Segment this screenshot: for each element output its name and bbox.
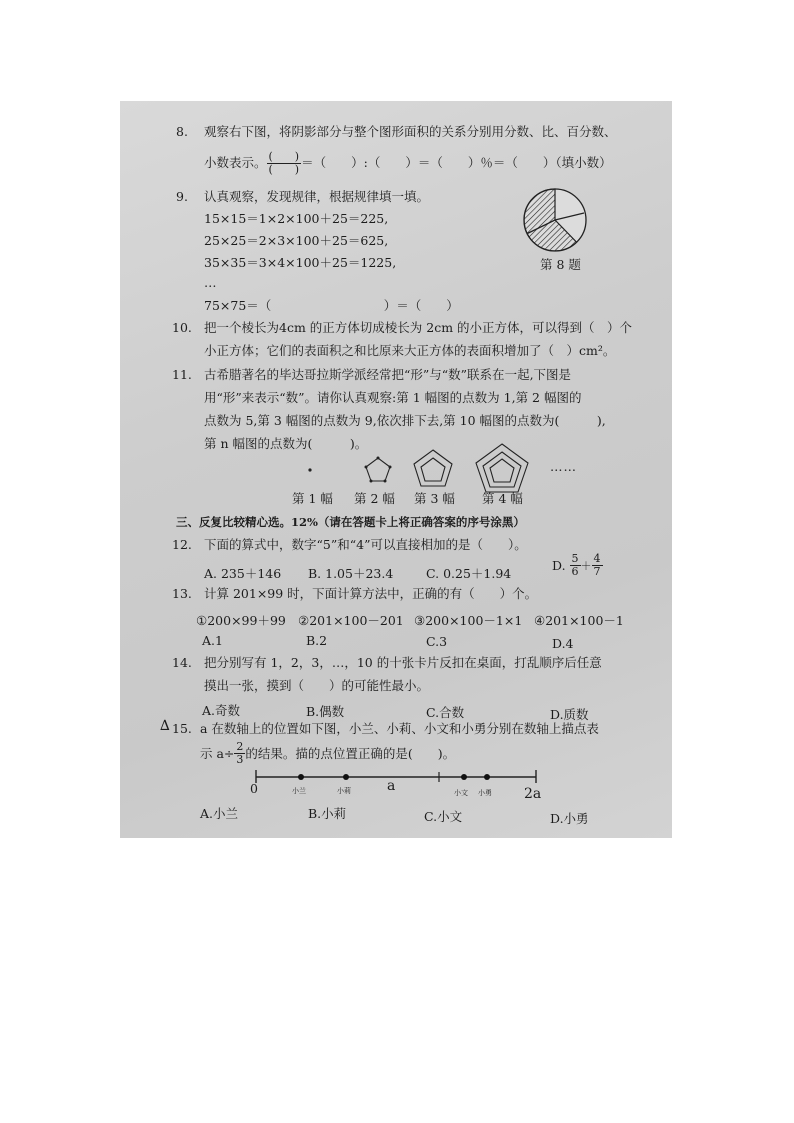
q11-ellipsis: …… [550, 459, 577, 474]
q11-caption-1: 第 1 幅 [292, 491, 333, 506]
q12-option-b: B. 1.05＋23.4 [308, 566, 394, 581]
point-xiaoli [343, 774, 349, 780]
q10-number: 10. [172, 320, 192, 335]
exam-photo [120, 101, 672, 838]
q13-method-3: ③200×100－1×1 [414, 613, 523, 628]
figure1-dot [308, 468, 311, 471]
q12-d-fraction-1 [570, 553, 581, 578]
point-xiaowen [461, 774, 467, 780]
q11-line3: 点数为 5,第 3 幅图的点数为 9,依次排下去,第 10 幅图的点数为( ), [204, 413, 606, 428]
q12-d-fraction-2 [592, 553, 603, 578]
q8-line2-post: ＝（ ）:（ ）＝（ ）％＝（ ）（填小数） [301, 155, 612, 170]
point-label-xiaoli: 小莉 [337, 787, 351, 795]
q13-stem: 计算 201×99 时，下面计算方法中，正确的有（ ）个。 [204, 586, 538, 601]
q9-line-ellipsis: … [204, 275, 217, 290]
q15-number: 15. [172, 721, 192, 736]
q15-line1: a 在数轴上的位置如下图，小兰、小莉、小文和小勇分别在数轴上描点表 [200, 721, 599, 736]
point-xiaolan [298, 774, 304, 780]
q9-line-2: 25×25＝2×3×100＋25＝625, [204, 233, 389, 248]
q8-line2 [204, 151, 612, 176]
q15-frac-den: 3 [236, 753, 244, 766]
point-label-xiaowen: 小文 [454, 789, 468, 797]
q12-option-d-label: D. [552, 558, 566, 573]
q12-d-plus: ＋ [580, 559, 592, 573]
q15-option-b: B.小莉 [308, 806, 347, 821]
q8-frac-den: ( ) [268, 163, 300, 176]
q12-d-f2-num: 4 [593, 552, 601, 565]
axis-label-two-a: 2a [524, 786, 542, 802]
figure4-pentagons [476, 444, 528, 492]
figure2-pentagon [366, 458, 390, 481]
q11-caption-2: 第 2 幅 [354, 491, 395, 506]
q14-option-a: A.奇数 [202, 703, 241, 718]
q13-method-1: ①200×99＋99 [196, 613, 286, 628]
q13-number: 13. [172, 586, 192, 601]
q8-line1: 观察右下图，将阴影部分与整个图形面积的关系分别用分数、比、百分数、 [204, 124, 617, 139]
q10-line2: 小正方体；它们的表面积之和比原来大正方体的表面积增加了（ ）cm²。 [204, 343, 616, 358]
q14-number: 14. [172, 655, 192, 670]
q15-option-c: C.小文 [424, 809, 463, 824]
q15-line2 [200, 741, 455, 766]
q15-line2-post: 的结果。描的点位置正确的是( )。 [245, 746, 456, 761]
q14-line2: 摸出一张，摸到（ ）的可能性最小。 [204, 678, 430, 693]
q15-handwritten-mark: ∆ [160, 718, 170, 734]
point-label-xiaolan: 小兰 [292, 787, 306, 795]
q9-number: 9. [176, 189, 188, 204]
q12-option-d [552, 553, 603, 578]
q10-line1: 把一个棱长为4cm 的正方体切成棱长为 2cm 的小正方体，可以得到（ ）个 [204, 320, 633, 335]
q13-option-a: A.1 [202, 633, 223, 648]
q15-line2-pre: 示 a÷ [200, 746, 235, 761]
q9-line-1: 15×15＝1×2×100＋25＝225, [204, 211, 389, 226]
q11-line2: 用“形”来表示“数”。请你认真观察:第 1 幅图的点数为 1,第 2 幅图的 [204, 390, 582, 405]
axis-label-a: a [387, 778, 396, 794]
q11-line1: 古希腊著名的毕达哥拉斯学派经常把“形”与“数”联系在一起,下图是 [204, 367, 572, 382]
q8-frac-num: ( ) [268, 150, 300, 163]
q13-method-2: ②201×100－201 [298, 613, 404, 628]
q14-option-d: D.质数 [550, 707, 589, 722]
q11-line4: 第 n 幅图的点数为( )。 [204, 436, 368, 451]
q8-pie-figure [522, 187, 588, 253]
q11-number: 11. [172, 367, 192, 382]
q13-option-c: C.3 [426, 634, 448, 649]
q8-fraction [267, 151, 302, 176]
q12-number: 12. [172, 537, 192, 552]
q12-option-c: C. 0.25＋1.94 [426, 566, 512, 581]
q13-option-d: D.4 [552, 636, 574, 651]
q12-d-f1-num: 5 [571, 552, 579, 565]
q8-line2-pre: 小数表示。 [204, 155, 267, 170]
q15-frac-num: 2 [236, 740, 244, 753]
q9-intro: 认真观察，发现规律，根据规律填一填。 [204, 189, 430, 204]
section-3-heading: 三、反复比较精心选。12%（请在答题卡上将正确答案的序号涂黑） [176, 515, 525, 529]
q15-option-d: D.小勇 [550, 811, 589, 826]
q9-line-3: 35×35＝3×4×100＋25＝1225, [204, 255, 397, 270]
q11-caption-3: 第 3 幅 [414, 491, 455, 506]
q14-option-c: C.合数 [426, 705, 465, 720]
figure3-pentagons [414, 450, 452, 486]
q8-number: 8. [176, 124, 188, 139]
point-label-xiaoyong: 小勇 [478, 789, 492, 797]
q9-line-answer: 75×75＝（ ）＝（ ） [204, 298, 459, 313]
q11-caption-4: 第 4 幅 [482, 491, 523, 506]
q8-figure-caption: 第 8 题 [540, 257, 581, 272]
q14-line1: 把分别写有 1，2，3，…，10 的十张卡片反扣在桌面，打乱顺序后任意 [204, 655, 602, 670]
q12-d-f1-den: 6 [571, 565, 579, 578]
q12-d-f2-den: 7 [593, 565, 601, 578]
q12-stem: 下面的算式中，数字“5”和“4”可以直接相加的是（ ）。 [204, 537, 527, 552]
q14-option-b: B.偶数 [306, 704, 345, 719]
q13-method-4: ④201×100－1 [534, 613, 624, 628]
q15-fraction [234, 741, 245, 766]
point-xiaoyong [484, 774, 490, 780]
q15-option-a: A.小兰 [200, 806, 239, 821]
q13-option-b: B.2 [306, 633, 328, 648]
axis-label-zero: 0 [250, 781, 258, 796]
q12-option-a: A. 235＋146 [204, 566, 282, 581]
